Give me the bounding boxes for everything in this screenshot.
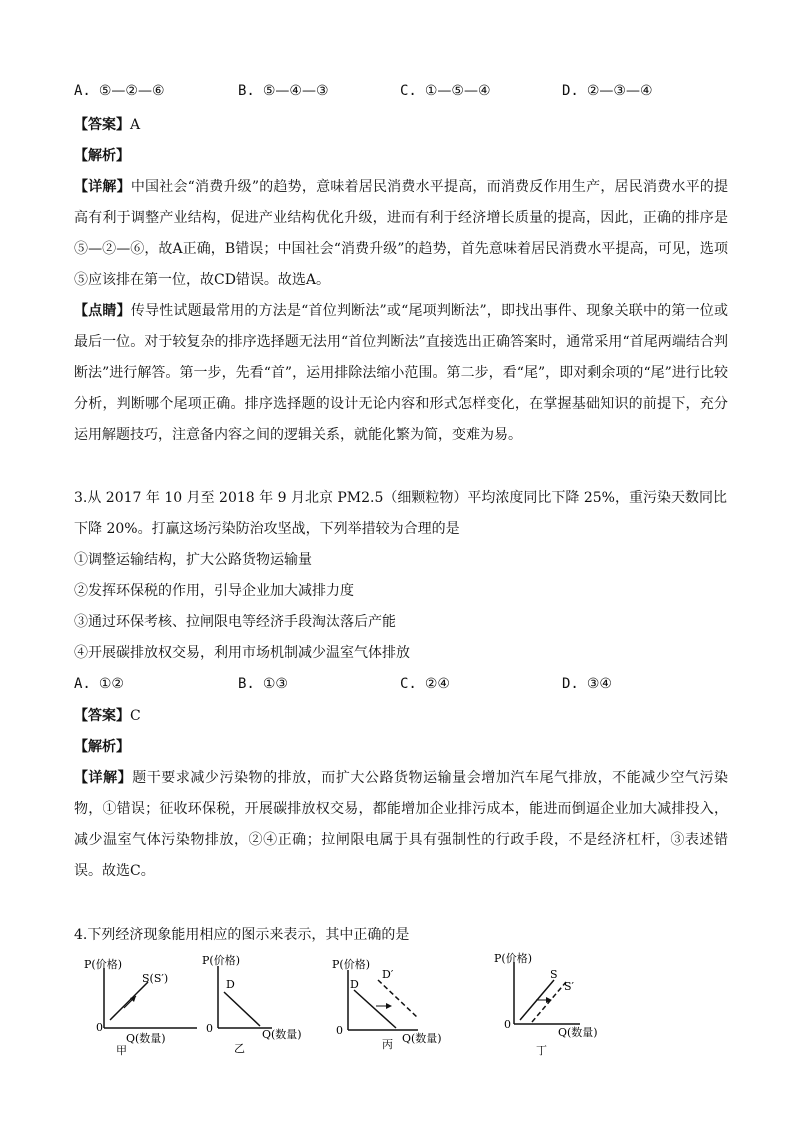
bing-origin: 0 (336, 1024, 343, 1037)
q3-option-c[interactable]: C. ②④ (400, 676, 450, 692)
ding-origin: 0 (504, 1018, 511, 1031)
q3-option-a[interactable]: A. ①② (74, 676, 124, 692)
yi-curve-label: D (226, 978, 235, 991)
q2-option-a[interactable]: A. ⑤—②—⑥ (74, 83, 165, 99)
jia-caption: 甲 (116, 1044, 127, 1056)
bing-p-label: P(价格) (332, 958, 370, 971)
ding-q-label: Q(数量) (558, 1026, 598, 1039)
bing-caption: 丙 (382, 1038, 393, 1051)
q3-options (74, 676, 724, 700)
jia-p-label: P(价格) (84, 958, 122, 971)
q3-item-1: ①调整运输结构，扩大公路货物运输量 (74, 552, 312, 568)
q2-analysis-heading: 【解析】 (74, 148, 130, 164)
q4-figure-jia (82, 956, 202, 1060)
jia-q-label: Q(数量) (126, 1032, 166, 1045)
q3-item-2: ②发挥环保税的作用，引导企业加大减排力度 (74, 583, 354, 599)
q4-figure-ding (490, 950, 610, 1064)
jia-origin: 0 (96, 1021, 103, 1034)
q2-options (74, 83, 724, 107)
jia-curve-label: S(S′) (142, 972, 169, 985)
bing-curve-label: D (350, 978, 359, 991)
q2-option-c[interactable]: C. ①—⑤—④ (400, 83, 491, 99)
yi-p-label: P(价格) (202, 954, 240, 967)
q3-answer: 【答案】C (74, 708, 141, 724)
yi-origin: 0 (206, 1022, 213, 1035)
q2-answer: 【答案】A (74, 117, 141, 133)
q4-figure-yi (200, 952, 310, 1060)
ding-caption: 丁 (536, 1044, 547, 1057)
bing-q-label: Q(数量) (402, 1032, 442, 1045)
q4-figure-bing (330, 956, 460, 1060)
ding-curve-label: S (550, 968, 558, 981)
yi-q-label: Q(数量) (262, 1028, 302, 1041)
q4-title: 4.下列经济现象能用相应的图示来表示，其中正确的是 (74, 927, 410, 943)
q3-analysis-heading: 【解析】 (74, 739, 130, 755)
q3-option-b[interactable]: B. ①③ (238, 676, 288, 692)
q3-title: 3.从 2017 年 10 月至 2018 年 9 月北京 PM2.5（细颗粒物）平均浓度同比下降 25%，重污染天数同比下降 20%。打赢这场污染防治攻坚战，下列举措较为合理的是 (74, 490, 727, 537)
ding-curve-label-2: S′ (564, 980, 575, 993)
q2-option-d[interactable]: D. ②—③—④ (562, 83, 653, 99)
q3-item-3: ③通过环保考核、拉闸限电等经济手段淘汰落后产能 (74, 614, 396, 630)
yi-caption: 乙 (234, 1042, 245, 1055)
ding-p-label: P(价格) (494, 952, 532, 965)
q2-detail: 【详解】中国社会“消费升级”的趋势，意味着居民消费水平提高，而消费反作用生产，居民消费水平的提高有利于调整产业结构，促进产业结构优化升级，进而有利于经济增长质量的提高，因此，正确的排序是⑤—②—⑥，故A正确，B错误；中国社会“消费升级”的趋势，首先意味着居民消费水平提高，可见，选项⑤应该排在第一位，故CD错误。故选A。 (74, 179, 729, 288)
q3-detail: 【详解】题干要求减少污染物的排放，而扩大公路货物运输量会增加汽车尾气排放，不能减少空气污染物，①错误；征收环保税，开展碳排放权交易，都能增加企业排污成本，能进而倒逼企业加大减排投入，减少温室气体污染物排放，②④正确；拉闸限电属于具有强制性的行政手段，不是经济杠杆，③表述错误。故选C。 (74, 770, 729, 879)
bing-curve-label-2: D′ (382, 968, 394, 981)
q2-tip: 【点睛】传导性试题最常用的方法是“首位判断法”或“尾项判断法”，即找出事件、现象关联中的第一位或最后一位。对于较复杂的排序选择题无法用“首位判断法”直接选出正确答案时，通常采用“首尾两端结合判断法”进行解答。第一步，先看“首”，运用排除法缩小范围。第二步，看“尾”，即对剩余项的“尾”进行比较分析，判断哪个尾项正确。排序选择题的设计无论内容和形式怎样变化，在掌握基础知识的前提下，充分运用解题技巧，注意备内容之间的逻辑关系，就能化繁为简，变难为易。 (74, 303, 728, 443)
q3-item-4: ④开展碳排放权交易，利用市场机制减少温室气体排放 (74, 645, 410, 661)
q3-option-d[interactable]: D. ③④ (562, 676, 612, 692)
q2-option-b[interactable]: B. ⑤—④—③ (238, 83, 329, 99)
